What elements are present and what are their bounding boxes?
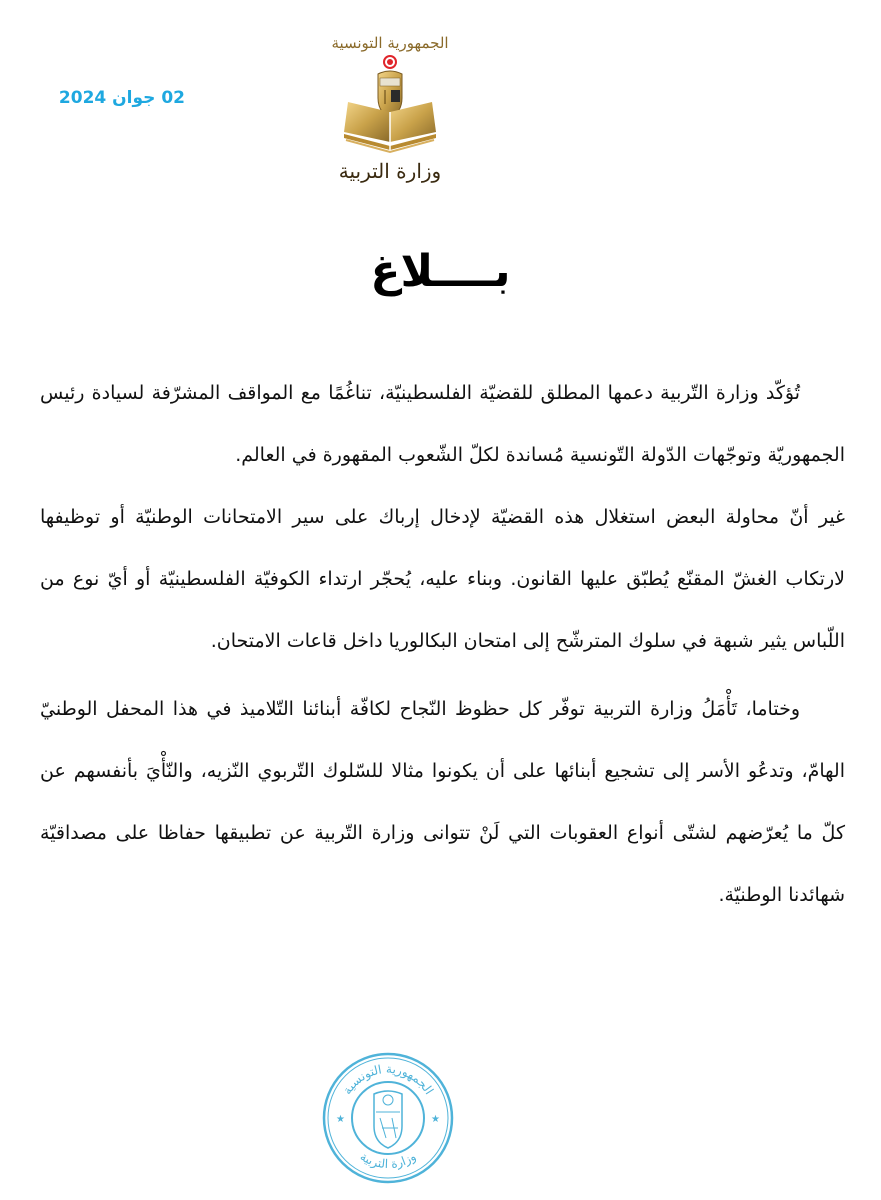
logo-republic-text: الجمهورية التونسية [331,34,449,52]
stamp-star-right-icon: ★ [431,1114,440,1125]
stamp-text-top: الجمهورية التونسية [339,1061,437,1097]
paragraph-prohibition: غير أنّ محاولة البعض استغلال هذه القضيّة لإدخال إرباك على سير الامتحانات الوطنيّة أو توظيفها لارتكاب الغشّ المقنّع يُطبّق عليها القانون. وبناء عليه، يُحجّر ارتداء الكوفيّة الفلسطينيّة أو أيّ نوع من اللّباس يثير شبهة في سلوك المترشّح إلى امتحان البكالوريا داخل قاعات الامتحان. [40,506,845,652]
document-date: 02 جوان 2024 [58,88,185,108]
stamp-star-left-icon: ★ [336,1114,345,1125]
official-stamp-icon [318,1048,458,1188]
ministry-logo [330,32,450,197]
stamp-shield-icon [374,1091,402,1148]
official-stamp [318,1048,458,1188]
svg-text:وزارة التربية [358,1149,419,1171]
logo-ministry-text: وزارة التربية [338,159,442,183]
ministry-emblem-icon [340,54,440,159]
communique-body [40,362,845,926]
stamp-text-bottom: وزارة التربية [357,1149,419,1172]
paragraph-closing: وختاما، تَأْمَلُ وزارة التربية توفّر كل حظوظ النّجاح لكافّة أبنائنا التّلاميذ في هذا المحفل الوطنيّ الهامّ، وتدعُو الأسر إلى تشجيع أبنائها على أن يكونوا مثالا للسّلوك التّربوي النّزيه، والنّأْيَ بأنفسهم عن كلّ ما يُعرّضهم لشتّى أنواع العقوبات التي لَنْ تتوانى وزارة التّربية عن تطبيقها حفاظا على مصداقيّة شهائدنا الوطنيّة. [40,698,845,906]
page-title: بــــلاغ [370,246,511,297]
paragraph-support: تُؤكّد وزارة التّربية دعمها المطلق للقضيّة الفلسطينيّة، تناغُمًا مع المواقف المشرّفة لسيادة رئيس الجمهوريّة وتوجّهات الدّولة التّونسية مُساندة لكلّ الشّعوب المقهورة في العالم. [40,382,845,466]
